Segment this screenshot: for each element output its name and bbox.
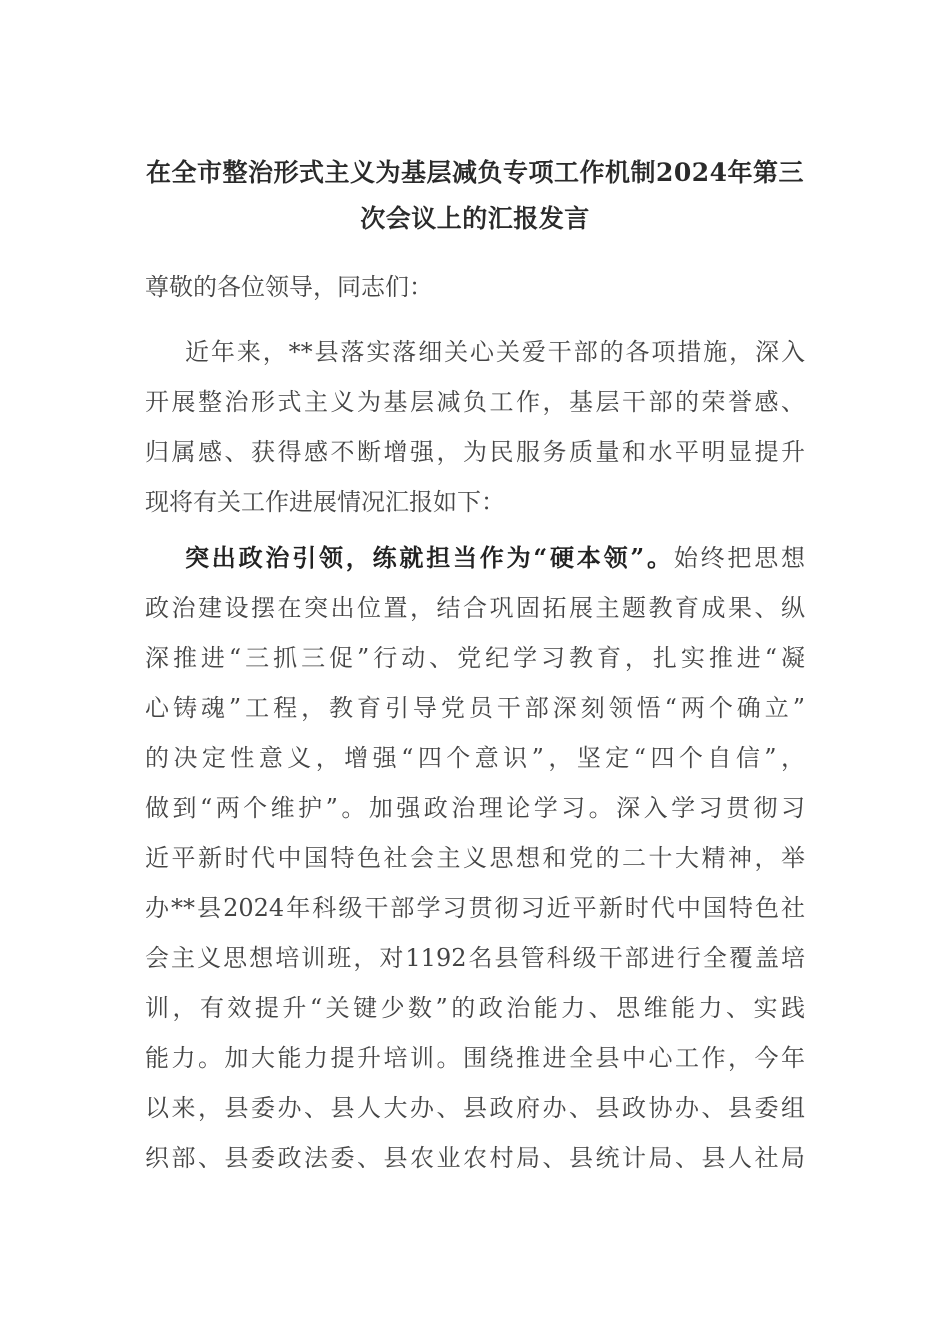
paragraph-line: 归属感、获得感不断增强，为民服务质量和水平明显提升 (145, 438, 805, 466)
paragraph-line: 织部、县委政法委、县农业农村局、县统计局、县人社局 (145, 1144, 805, 1172)
paragraph-line: 政治建设摆在突出位置，结合巩固拓展主题教育成果、纵 (145, 594, 805, 622)
paragraph-line: 深推进“三抓三促”行动、党纪学习教育，扎实推进“凝 (145, 644, 805, 672)
title-line-1: 在全市整治形式主义为基层减负专项工作机制2024年第三 (145, 158, 805, 187)
paragraph-text: 始终把思想 (673, 544, 806, 572)
salutation: 尊敬的各位领导，同志们： (145, 273, 433, 301)
paragraph-line: 开展整治形式主义为基层减负工作，基层干部的荣誉感、 (145, 388, 805, 416)
paragraph-line: 的决定性意义，增强“四个意识”，坚定“四个自信”， (145, 744, 805, 772)
document-title (140, 150, 810, 242)
paragraph-line: 会主义思想培训班，对1192名县管科级干部进行全覆盖培 (145, 944, 805, 972)
paragraph-line: 能力。加大能力提升培训。围绕推进全县中心工作，今年 (145, 1044, 805, 1072)
section-heading: 突出政治引领，练就担当作为“硬本领”。 (185, 543, 674, 572)
paragraph-line: 心铸魂”工程，教育引导党员干部深刻领悟“两个确立” (145, 694, 805, 722)
paragraph-line: 近年来，**县落实落细关心关爱干部的各项措施，深入 (185, 338, 805, 366)
paragraph-line: 现将有关工作进展情况汇报如下： (145, 488, 505, 516)
paragraph-line: 以来，县委办、县人大办、县政府办、县政协办、县委组 (145, 1094, 805, 1122)
paragraph-first-line (145, 533, 805, 583)
intro-paragraph (145, 327, 805, 527)
paragraph-line: 训，有效提升“关键少数”的政治能力、思维能力、实践 (145, 994, 805, 1022)
title-line-2: 次会议上的汇报发言 (360, 204, 590, 233)
paragraph-line: 做到“两个维护”。加强政治理论学习。深入学习贯彻习 (145, 794, 805, 822)
paragraph-line: 近平新时代中国特色社会主义思想和党的二十大精神，举 (145, 844, 805, 872)
paragraph-line: 办**县2024年科级干部学习贯彻习近平新时代中国特色社 (145, 894, 805, 922)
section-1-paragraph (145, 533, 805, 1183)
